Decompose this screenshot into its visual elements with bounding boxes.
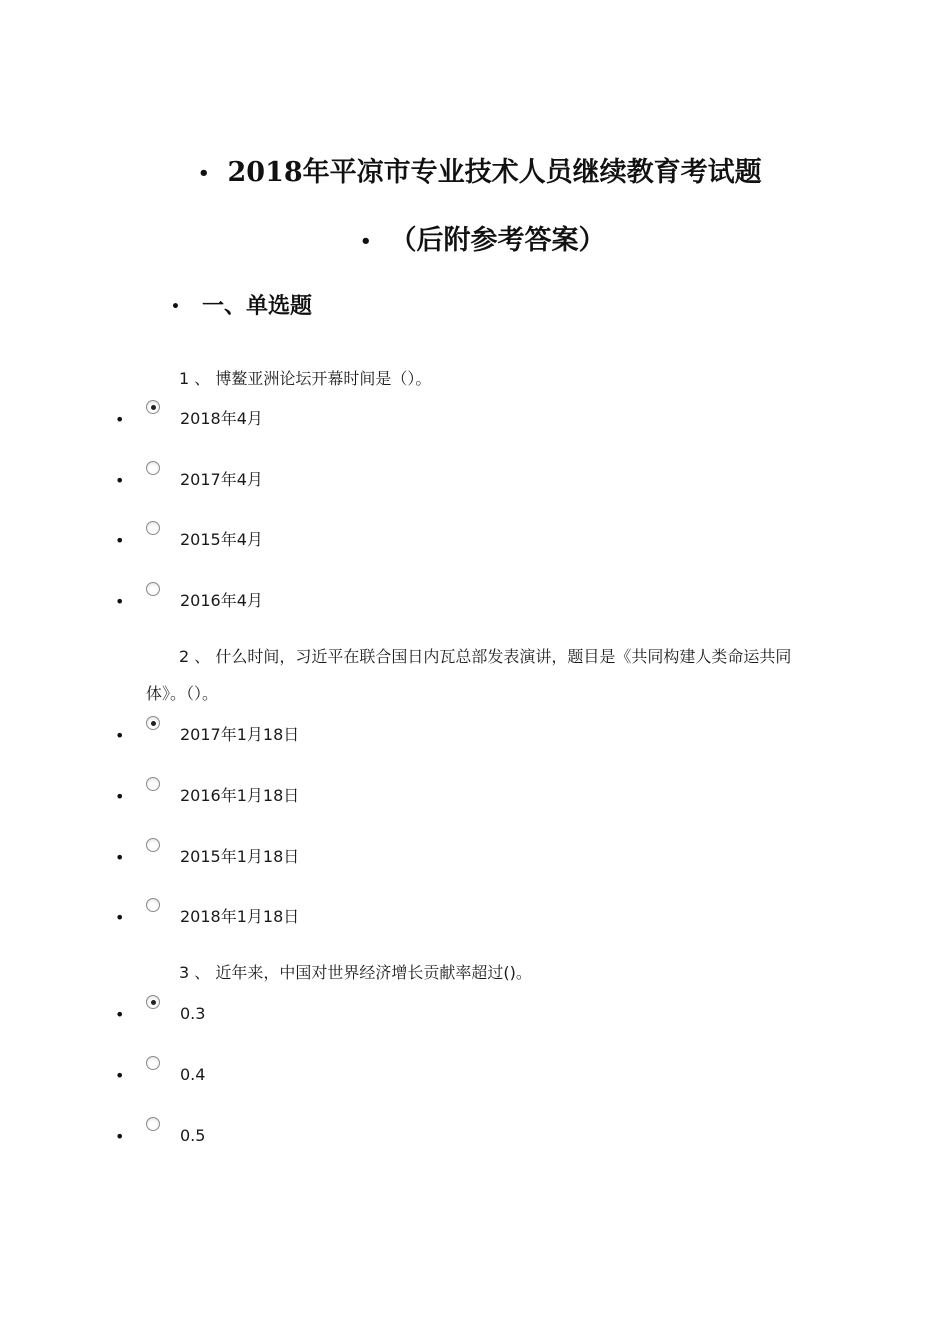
- bullet: •: [115, 908, 125, 927]
- option-label: 0.3: [180, 1004, 206, 1023]
- bullet: •: [115, 848, 125, 867]
- option-label: 2015年1月18日: [180, 847, 300, 866]
- radio-icon[interactable]: [146, 777, 160, 791]
- document-title: [198, 150, 762, 189]
- question-2: 2 、 什么时间，习近平在联合国日内瓦总部发表演讲，题目是《共同构建人类命运共同体》。（）。: [146, 647, 792, 703]
- radio-icon[interactable]: [146, 898, 160, 912]
- bullet: •: [115, 1005, 125, 1024]
- option-q2-d[interactable]: [115, 907, 515, 937]
- radio-icon[interactable]: [146, 1056, 160, 1070]
- section-heading-text: 一、单选题: [201, 294, 312, 319]
- radio-icon[interactable]: [146, 521, 160, 535]
- option-q1-d[interactable]: [115, 591, 515, 621]
- document-subtitle: [360, 218, 606, 257]
- document-title-text: 2018年平凉市专业技术人员继续教育考试题: [227, 157, 762, 188]
- option-label: 2017年4月: [180, 470, 263, 489]
- bullet: •: [115, 1127, 125, 1146]
- option-q3-a[interactable]: [115, 1004, 515, 1034]
- option-label: 0.5: [180, 1126, 206, 1145]
- bullet: •: [360, 231, 372, 252]
- bullet: •: [115, 471, 125, 490]
- option-label: 0.4: [180, 1065, 206, 1084]
- option-label: 2017年1月18日: [180, 725, 300, 744]
- option-q2-c[interactable]: [115, 847, 515, 877]
- question-1: 1 、 博鳌亚洲论坛开幕时间是（）。: [179, 369, 432, 388]
- bullet: •: [115, 592, 125, 611]
- bullet: •: [115, 726, 125, 745]
- radio-icon[interactable]: [146, 461, 160, 475]
- option-label: 2016年4月: [180, 591, 263, 610]
- radio-checked-icon[interactable]: [146, 716, 160, 730]
- radio-icon[interactable]: [146, 1117, 160, 1131]
- bullet: •: [115, 787, 125, 806]
- bullet: •: [115, 1066, 125, 1085]
- radio-checked-icon[interactable]: [146, 400, 160, 414]
- option-q1-b[interactable]: [115, 470, 515, 500]
- document-subtitle-text: （后附参考答案）: [389, 225, 606, 256]
- radio-checked-icon[interactable]: [146, 995, 160, 1009]
- option-label: 2018年1月18日: [180, 907, 300, 926]
- bullet: •: [198, 163, 210, 184]
- option-q3-c[interactable]: [115, 1126, 515, 1156]
- option-q2-a[interactable]: [115, 725, 515, 755]
- question-3: 3 、 近年来，中国对世界经济增长贡献率超过()。: [179, 963, 532, 982]
- section-heading: [171, 289, 312, 320]
- radio-icon[interactable]: [146, 838, 160, 852]
- radio-icon[interactable]: [146, 582, 160, 596]
- option-q1-a[interactable]: [115, 409, 515, 439]
- option-label: 2015年4月: [180, 530, 263, 549]
- bullet: •: [115, 531, 125, 550]
- option-label: 2018年4月: [180, 409, 263, 428]
- bullet: •: [115, 410, 125, 429]
- option-q3-b[interactable]: [115, 1065, 515, 1095]
- option-label: 2016年1月18日: [180, 786, 300, 805]
- option-q1-c[interactable]: [115, 530, 515, 560]
- bullet: •: [171, 299, 180, 315]
- option-q2-b[interactable]: [115, 786, 515, 816]
